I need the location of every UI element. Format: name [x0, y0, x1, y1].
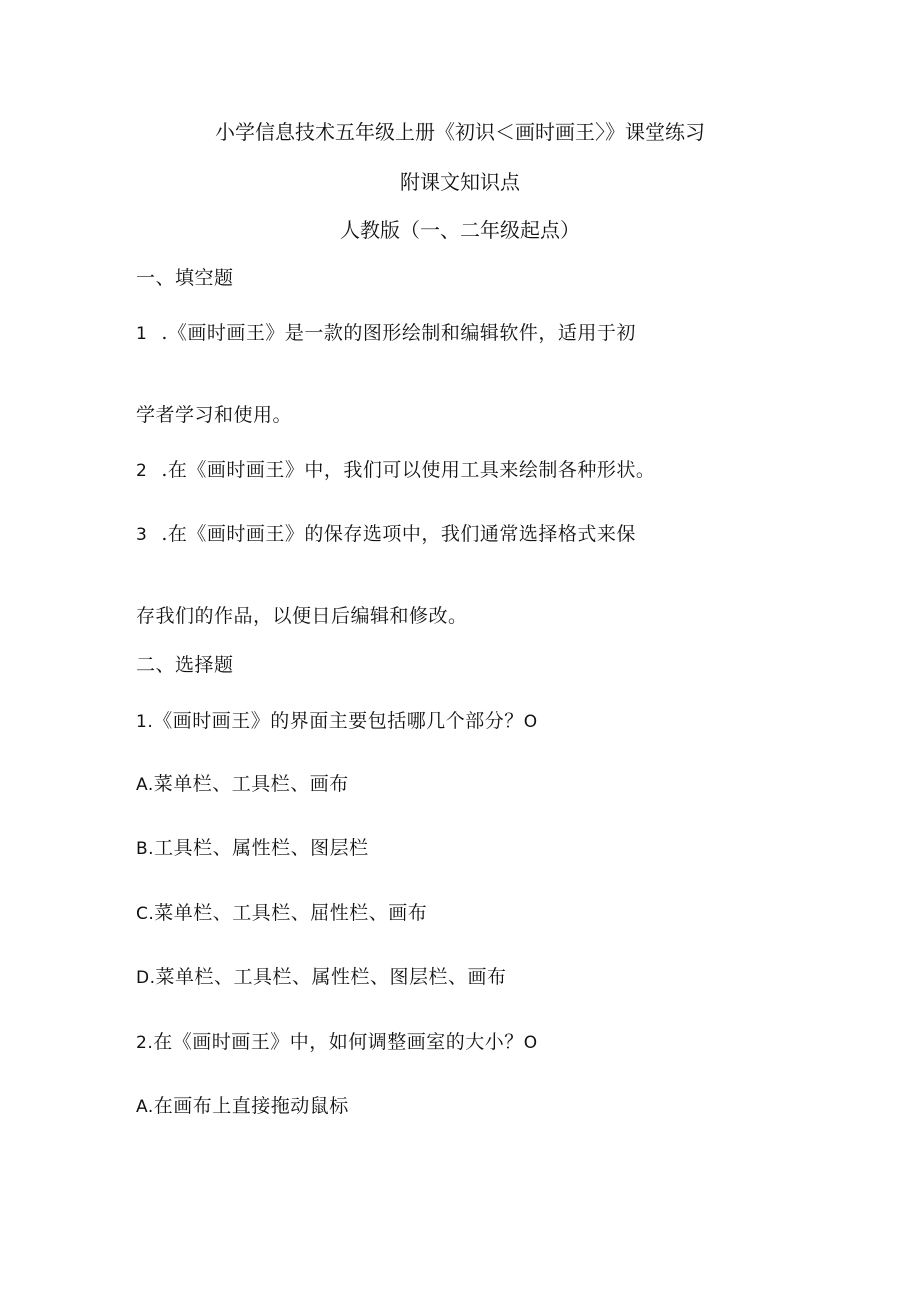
choice-option-c [136, 900, 427, 927]
question-number: 3 [136, 525, 148, 545]
choice-option-a [136, 1093, 349, 1120]
option-letter: C. [136, 904, 155, 924]
option-text: 菜单栏、工具栏、属性栏、图层栏、画布 [155, 966, 507, 988]
fill-question-3-continued: 存我们的作品，以便日后编辑和修改。 [136, 605, 468, 627]
document-edition: 人教版（一、二年级起点） [340, 218, 580, 242]
document-subtitle: 附课文知识点 [400, 170, 520, 194]
question-number: 1. [136, 712, 154, 732]
fill-question-1-continued: 学者学习和使用。 [136, 404, 293, 426]
question-tail: O [523, 712, 538, 732]
section-heading-multiple-choice: 二、选择题 [136, 654, 234, 676]
document-title: 小学信息技术五年级上册《初识＜画时画王〉》课堂练习 [215, 120, 705, 144]
option-letter: A. [136, 775, 154, 795]
choice-option-d [136, 964, 507, 991]
choice-option-a [136, 771, 349, 798]
question-text: 在《画时画王》中，如何调整画室的大小？ [153, 1031, 524, 1053]
option-text: 菜单栏、工具栏、画布 [153, 773, 349, 795]
question-tail: O [523, 1033, 538, 1053]
question-text: .《画时画王》是一款的图形绘制和编辑软件，适用于初 [161, 322, 636, 344]
fill-question-1 [136, 320, 636, 347]
fill-question-2 [136, 457, 655, 484]
option-letter: A. [136, 1097, 154, 1117]
option-text: 菜单栏、工具栏、屈性栏、画布 [154, 902, 428, 924]
question-number: 1 [136, 324, 148, 344]
option-letter: B. [136, 839, 155, 859]
question-number: 2. [136, 1033, 154, 1053]
option-text: 在画布上直接拖动鼠标 [153, 1095, 349, 1117]
question-text: .在《画时画王》的保存选项中，我们通常选择格式来保 [161, 523, 636, 545]
fill-question-3 [136, 521, 636, 548]
choice-question-2 [136, 1029, 538, 1056]
choice-question-1 [136, 708, 538, 735]
question-number: 2 [136, 461, 148, 481]
section-heading-fill-in: 一、填空题 [136, 267, 234, 289]
choice-option-b [136, 835, 369, 862]
question-text: .在《画时画王》中，我们可以使用工具来绘制各种形状。 [161, 459, 656, 481]
option-letter: D. [136, 968, 156, 988]
question-text: 《画时画王》的界面主要包括哪几个部分？ [153, 710, 524, 732]
option-text: 工具栏、属性栏、图层栏 [154, 837, 369, 859]
